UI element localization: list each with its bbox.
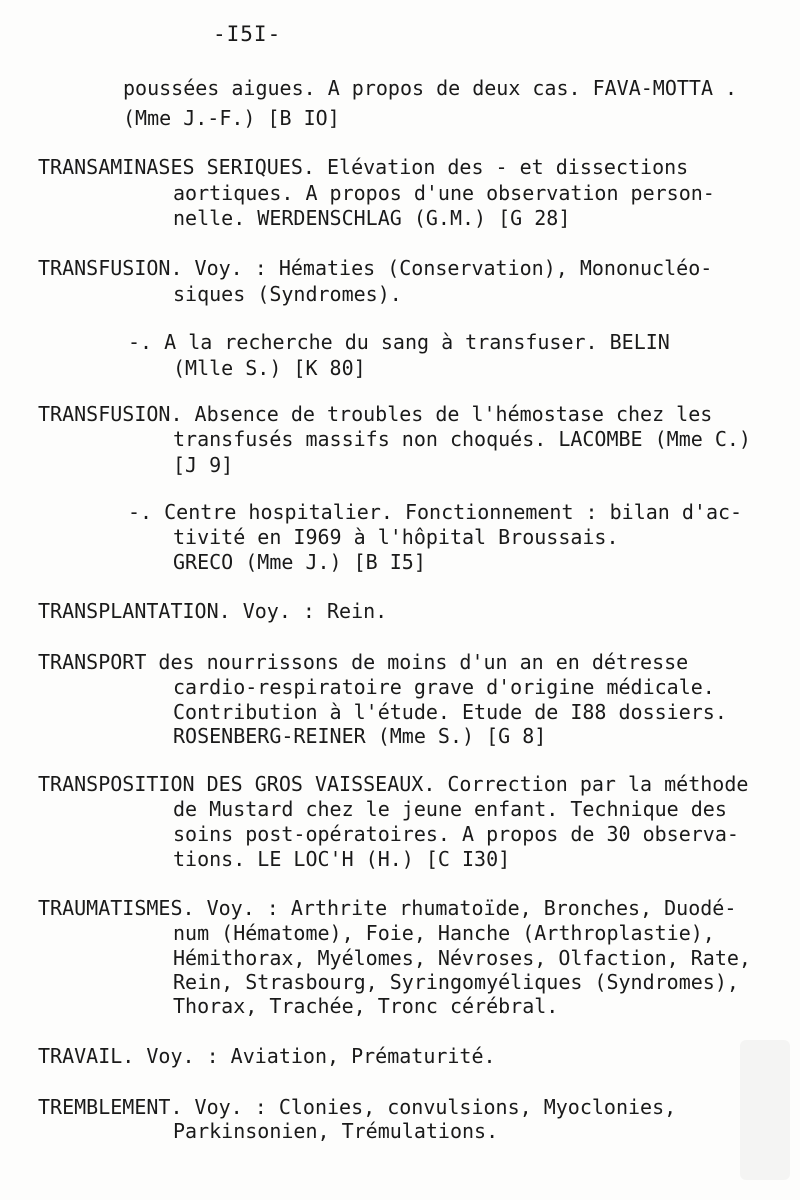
entry-line: de Mustard chez le jeune enfant. Technique des (173, 797, 727, 821)
entry-heading-line: TRANSFUSION. Voy. : Hématies (Conservation), Mononucléo- (38, 256, 713, 280)
entry-heading-line: TRAVAIL. Voy. : Aviation, Prématurité. (38, 1044, 496, 1068)
entry-line: Hémithorax, Myélomes, Névroses, Olfaction, Rate, (173, 946, 751, 970)
entry-line: poussées aigues. A propos de deux cas. FAVA-MOTTA . (123, 76, 738, 100)
entry-line: soins post-opératoires. A propos de 30 observa- (173, 822, 739, 846)
entry-line: siques (Syndromes). (173, 282, 402, 306)
entry-line: [J 9] (173, 453, 234, 477)
entry-line: Thorax, Trachée, Tronc cérébral. (173, 994, 559, 1018)
page-number: -I5I- (213, 22, 282, 46)
entry-heading-line: TREMBLEMENT. Voy. : Clonies, convulsions, Myoclonies, (38, 1095, 677, 1119)
entry-line: Rein, Strasbourg, Syringomyéliques (Syndromes), (173, 970, 739, 994)
entry-line: nelle. WERDENSCHLAG (G.M.) [G 28] (173, 206, 571, 230)
entry-line: tions. LE LOC'H (H.) [C I30] (173, 847, 511, 871)
entry-line: cardio-respiratoire grave d'origine médicale. (173, 675, 715, 699)
entry-line: num (Hématome), Foie, Hanche (Arthroplastie), (173, 921, 715, 945)
entry-line: GRECO (Mme J.) [B I5] (173, 550, 426, 574)
entry-line: Contribution à l'étude. Etude de I88 dossiers. (173, 700, 727, 724)
entry-heading-line: TRANSPORT des nourrissons de moins d'un an en détresse (38, 650, 689, 674)
entry-heading-line: TRANSFUSION. Absence de troubles de l'hémostase chez les (38, 402, 713, 426)
entry-heading-line: TRANSAMINASES SERIQUES. Elévation des - et dissections (38, 155, 689, 179)
entry-heading-line: TRANSPLANTATION. Voy. : Rein. (38, 599, 388, 623)
entry-heading-line: TRAUMATISMES. Voy. : Arthrite rhumatoïde, Bronches, Duodé- (38, 896, 737, 920)
scan-shadow (740, 1040, 790, 1180)
entry-line: (Mme J.-F.) [B IO] (123, 106, 340, 130)
entry-line: transfusés massifs non choqués. LACOMBE (Mme C.) (173, 427, 751, 451)
entry-line: -. Centre hospitalier. Fonctionnement : bilan d'ac- (128, 500, 743, 524)
entry-line: ROSENBERG-REINER (Mme S.) [G 8] (173, 724, 547, 748)
entry-line: (Mlle S.) [K 80] (173, 356, 366, 380)
entry-line: -. A la recherche du sang à transfuser. BELIN (128, 330, 670, 354)
entry-line: tivité en I969 à l'hôpital Broussais. (173, 525, 619, 549)
entry-line: Parkinsonien, Trémulations. (173, 1119, 499, 1143)
entry-heading-line: TRANSPOSITION DES GROS VAISSEAUX. Correction par la méthode (38, 772, 749, 796)
entry-line: aortiques. A propos d'une observation person- (173, 181, 715, 205)
